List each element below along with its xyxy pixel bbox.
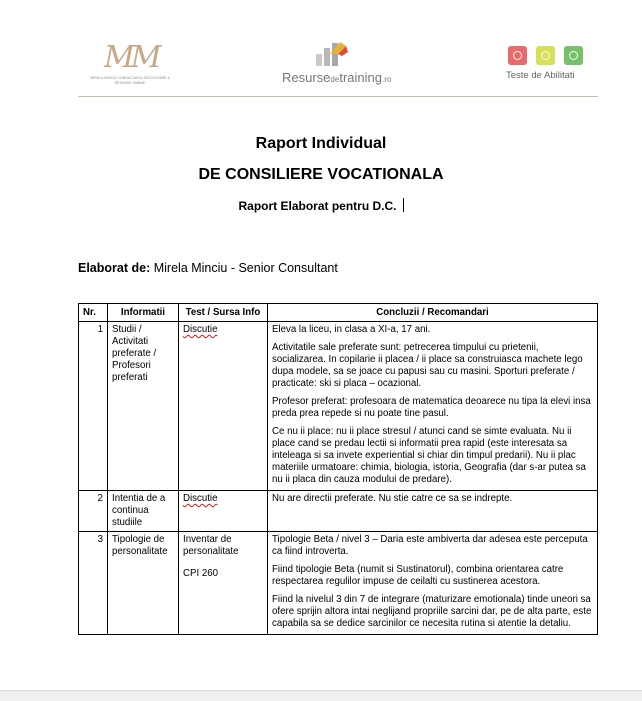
row-test: Discutie xyxy=(179,491,268,532)
resurse-logo-text: Resursedetraining.ro xyxy=(282,70,392,85)
row-number: 2 xyxy=(79,491,108,532)
header-nr: Nr. xyxy=(79,304,108,322)
green-circle-icon xyxy=(564,46,583,65)
row-conclusions: Tipologie Beta / nivel 3 – Daria este ambiverta dar adesea este perceputa ca fiind introverta. Fiind tipologie Beta (numit si Sustinatorul), combina orientarea catre respectarea regulilor impuse de ceilalti cu sustinerea acestora. Fiind la nivelul 3 din 7 de integrare (maturizare emotionala) tinde uneori sa ofere sprijin altora intai neglijand propriile sarcini dar, pe de alta parte, este capabila sa se dedice sarcinilor ce necesita rutina si atentie la detaliu. xyxy=(268,532,598,635)
table-row xyxy=(79,491,598,532)
row-conclusions: Nu are directii preferate. Nu stie catre ce sa se indrepte. xyxy=(268,491,598,532)
teste-logo-text: Teste de Abilitati xyxy=(506,70,575,81)
teste-de-abilitati-logo xyxy=(504,46,594,86)
row-test: Discutie xyxy=(179,322,268,491)
author-line: Elaborat de: Mirela Minciu - Senior Consultant xyxy=(78,261,338,275)
mirela-minciu-logo xyxy=(90,40,170,90)
table-row xyxy=(79,532,598,635)
yellow-circle-icon xyxy=(536,46,555,65)
header-logos xyxy=(0,0,642,100)
red-circle-icon xyxy=(508,46,527,65)
resurse-de-training-logo xyxy=(282,40,392,90)
mm-logo-mark: MM xyxy=(104,40,158,75)
bar-chart-icon xyxy=(310,40,350,68)
header-divider xyxy=(78,96,598,97)
report-title: Raport Individual xyxy=(255,135,387,152)
text-cursor xyxy=(403,198,404,212)
header-test: Test / Sursa Info xyxy=(179,304,268,322)
horizontal-scrollbar[interactable] xyxy=(0,690,642,701)
table-header-row xyxy=(79,304,598,322)
header-concluzii: Concluzii / Recomandari xyxy=(268,304,598,322)
report-subtitle: DE CONSILIERE VOCATIONALA xyxy=(198,166,444,183)
row-test: Inventar de personalitate CPI 260 xyxy=(179,532,268,635)
report-recipient: Raport Elaborat pentru D.C. xyxy=(0,198,642,213)
row-info: Studii / Activitati preferate / Profesori preferati xyxy=(108,322,179,491)
author-name: Mirela Minciu - Senior Consultant xyxy=(153,261,338,275)
table-row xyxy=(79,322,598,491)
row-info: Intentia de a continua studiile xyxy=(108,491,179,532)
author-label: Elaborat de xyxy=(78,261,147,275)
row-number: 1 xyxy=(79,322,108,491)
row-number: 3 xyxy=(79,532,108,635)
row-conclusions: Eleva la liceu, in clasa a XI-a, 17 ani. Activitatile sale preferate sunt: petrecerea timpului cu prietenii, socializarea. In copilarie ii placea / ii place sa construiasca machete lego dupa modele, sa se joace cu papusi sau cu masini. Sporturi preferate / practicate: ski si placa – ocazional. Profesor preferat: profesoara de matematica deoarece nu tipa la elevi insa preda prea repede si nu poate tine pasul. Ce nu ii place: nu ii place stresul / atunci cand se simte evaluata. Nu ii place cand se predau lectii si informatii prea rapid (este interesata sa inteleaga si sa invete experiential si chiar din timpul predarii). Nu ii plac materiile urmatoare: chimia, biologia, istoria, Geografia (dar s-ar putea sa nu ii placa din cauza modului de predare). xyxy=(268,322,598,491)
mm-logo-caption: MIRELA MINCIU CONSULTANTA DEZVOLTARE & RESURSE UMANE xyxy=(90,76,170,85)
header-informatii: Informatii xyxy=(108,304,179,322)
row-info: Tipologie de personalitate xyxy=(108,532,179,635)
report-table xyxy=(78,303,598,635)
